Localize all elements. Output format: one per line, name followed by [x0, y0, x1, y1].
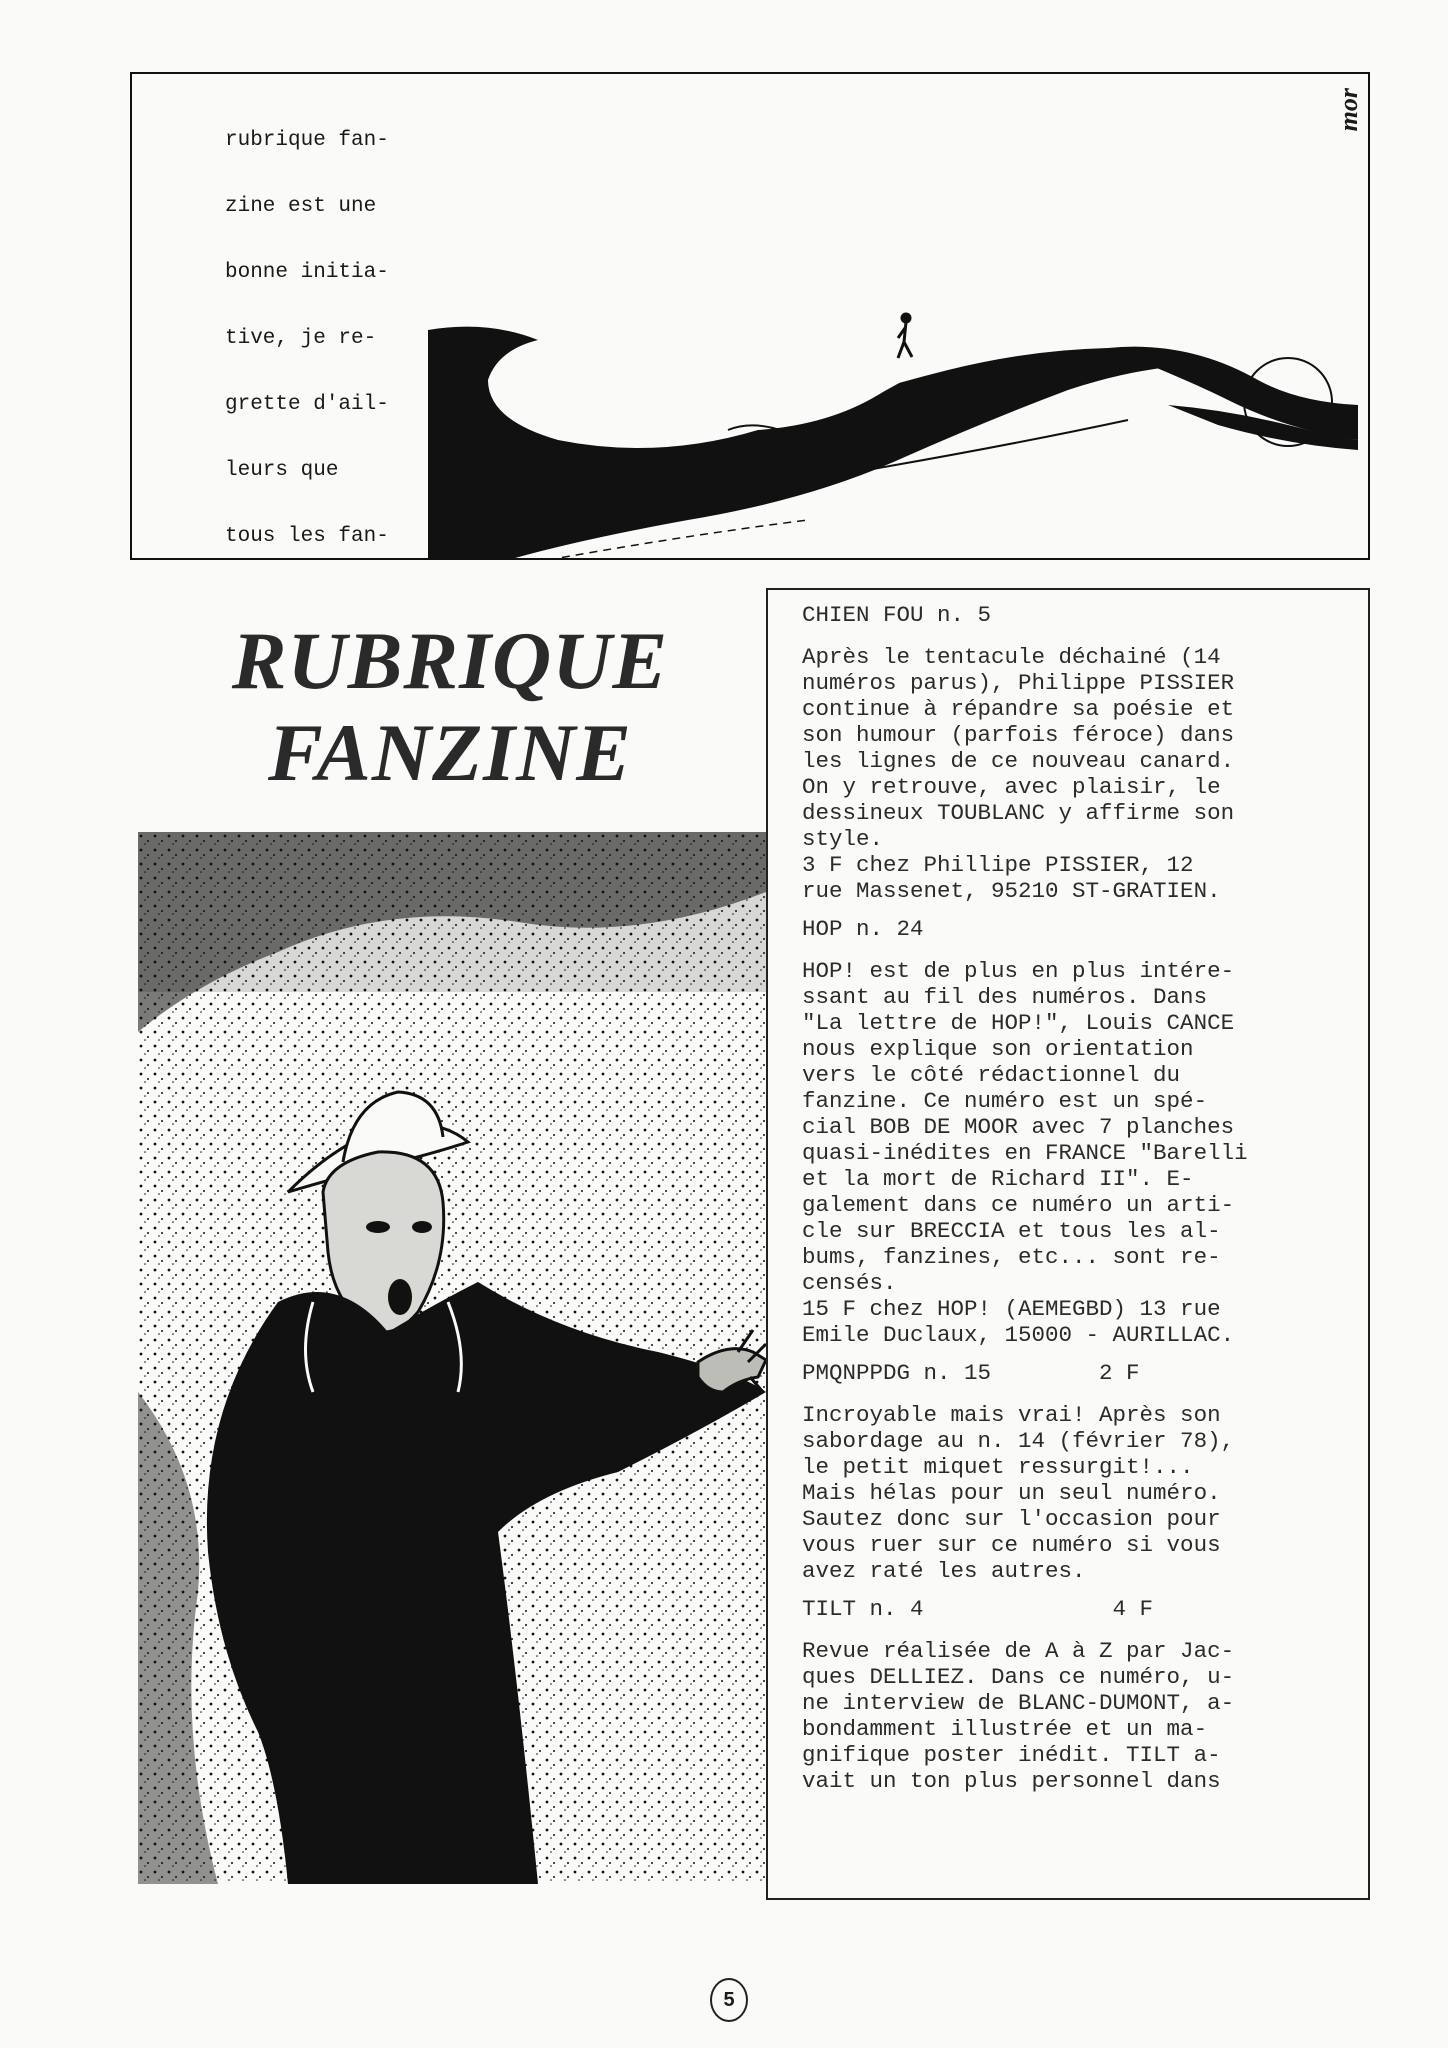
text-line: grette d'ail- [225, 393, 389, 416]
fanzine-reviews-box [766, 588, 1370, 1900]
text-line: bonne initia- [225, 261, 389, 284]
review-entry [802, 916, 1368, 1348]
text-line: tous les fan- [225, 525, 389, 548]
review-entry [802, 1596, 1368, 1794]
section-heading [140, 615, 760, 799]
review-entry [802, 602, 1368, 904]
review-title: PMQNPPDG n. 15 2 F [802, 1360, 1140, 1386]
review-entry [802, 1360, 1368, 1584]
review-title: HOP n. 24 [802, 916, 924, 942]
heading-line-2: FANZINE [268, 707, 632, 798]
heading-line-1: RUBRIQUE [231, 615, 669, 706]
text-line: leurs que [225, 459, 339, 482]
text-line: tive, je re- [225, 327, 377, 350]
desert-dunes-illustration [428, 310, 1368, 560]
page-number: 5 [710, 1978, 748, 2022]
review-body: Incroyable mais vrai! Après son sabordage au n. 14 (février 78), le petit miquet ressurgit!... Mais hélas pour un seul numéro. Sautez donc sur l'occasion pour vous ruer sur ce numéro si vous avez raté les autres. [802, 1402, 1235, 1584]
cloaked-figure-illustration [138, 832, 766, 1884]
review-body: HOP! est de plus en plus intére- ssant au fil des numéros. Dans "La lettre de HOP!", Louis CANCE nous explique son orientation vers le côté rédactionnel du fanzine. Ce numéro est un spé- cial BOB DE MOOR avec 7 planches quasi-inédites en FRANCE "Barelli et la mort de Richard II". E- galement dans ce numéro un arti- cle sur BRECCIA et tous les al- bums, fanzines, etc... sont re- censés. 15 F chez HOP! (AEMEGBD) 13 rue Emile Duclaux, 15000 - AURILLAC. [802, 958, 1248, 1348]
review-title: CHIEN FOU n. 5 [802, 602, 992, 628]
artist-signature: mor [1334, 88, 1363, 132]
review-title: TILT n. 4 4 F [802, 1596, 1154, 1622]
text-line: rubrique fan- [225, 129, 389, 152]
text-line: zine est une [225, 195, 377, 218]
review-body: Revue réalisée de A à Z par Jac- ques DELLIEZ. Dans ce numéro, u- ne interview de BLANC-DUMONT, a- bondamment illustrée et un ma- gnifique poster inédit. TILT a- vait un ton plus personnel dans [802, 1638, 1235, 1794]
walking-figure [898, 314, 912, 358]
interview-panel [130, 72, 1370, 560]
interview-text [132, 86, 432, 560]
review-body: Après le tentacule déchainé (14 numéros parus), Philippe PISSIER continue à répandre sa poésie et son humour (parfois féroce) dans les lignes de ce nouveau canard. On y retrouve, avec plaisir, le dessineux TOUBLANC y affirme son style. 3 F chez Phillipe PISSIER, 12 rue Massenet, 95210 ST-GRATIEN. [802, 644, 1235, 904]
